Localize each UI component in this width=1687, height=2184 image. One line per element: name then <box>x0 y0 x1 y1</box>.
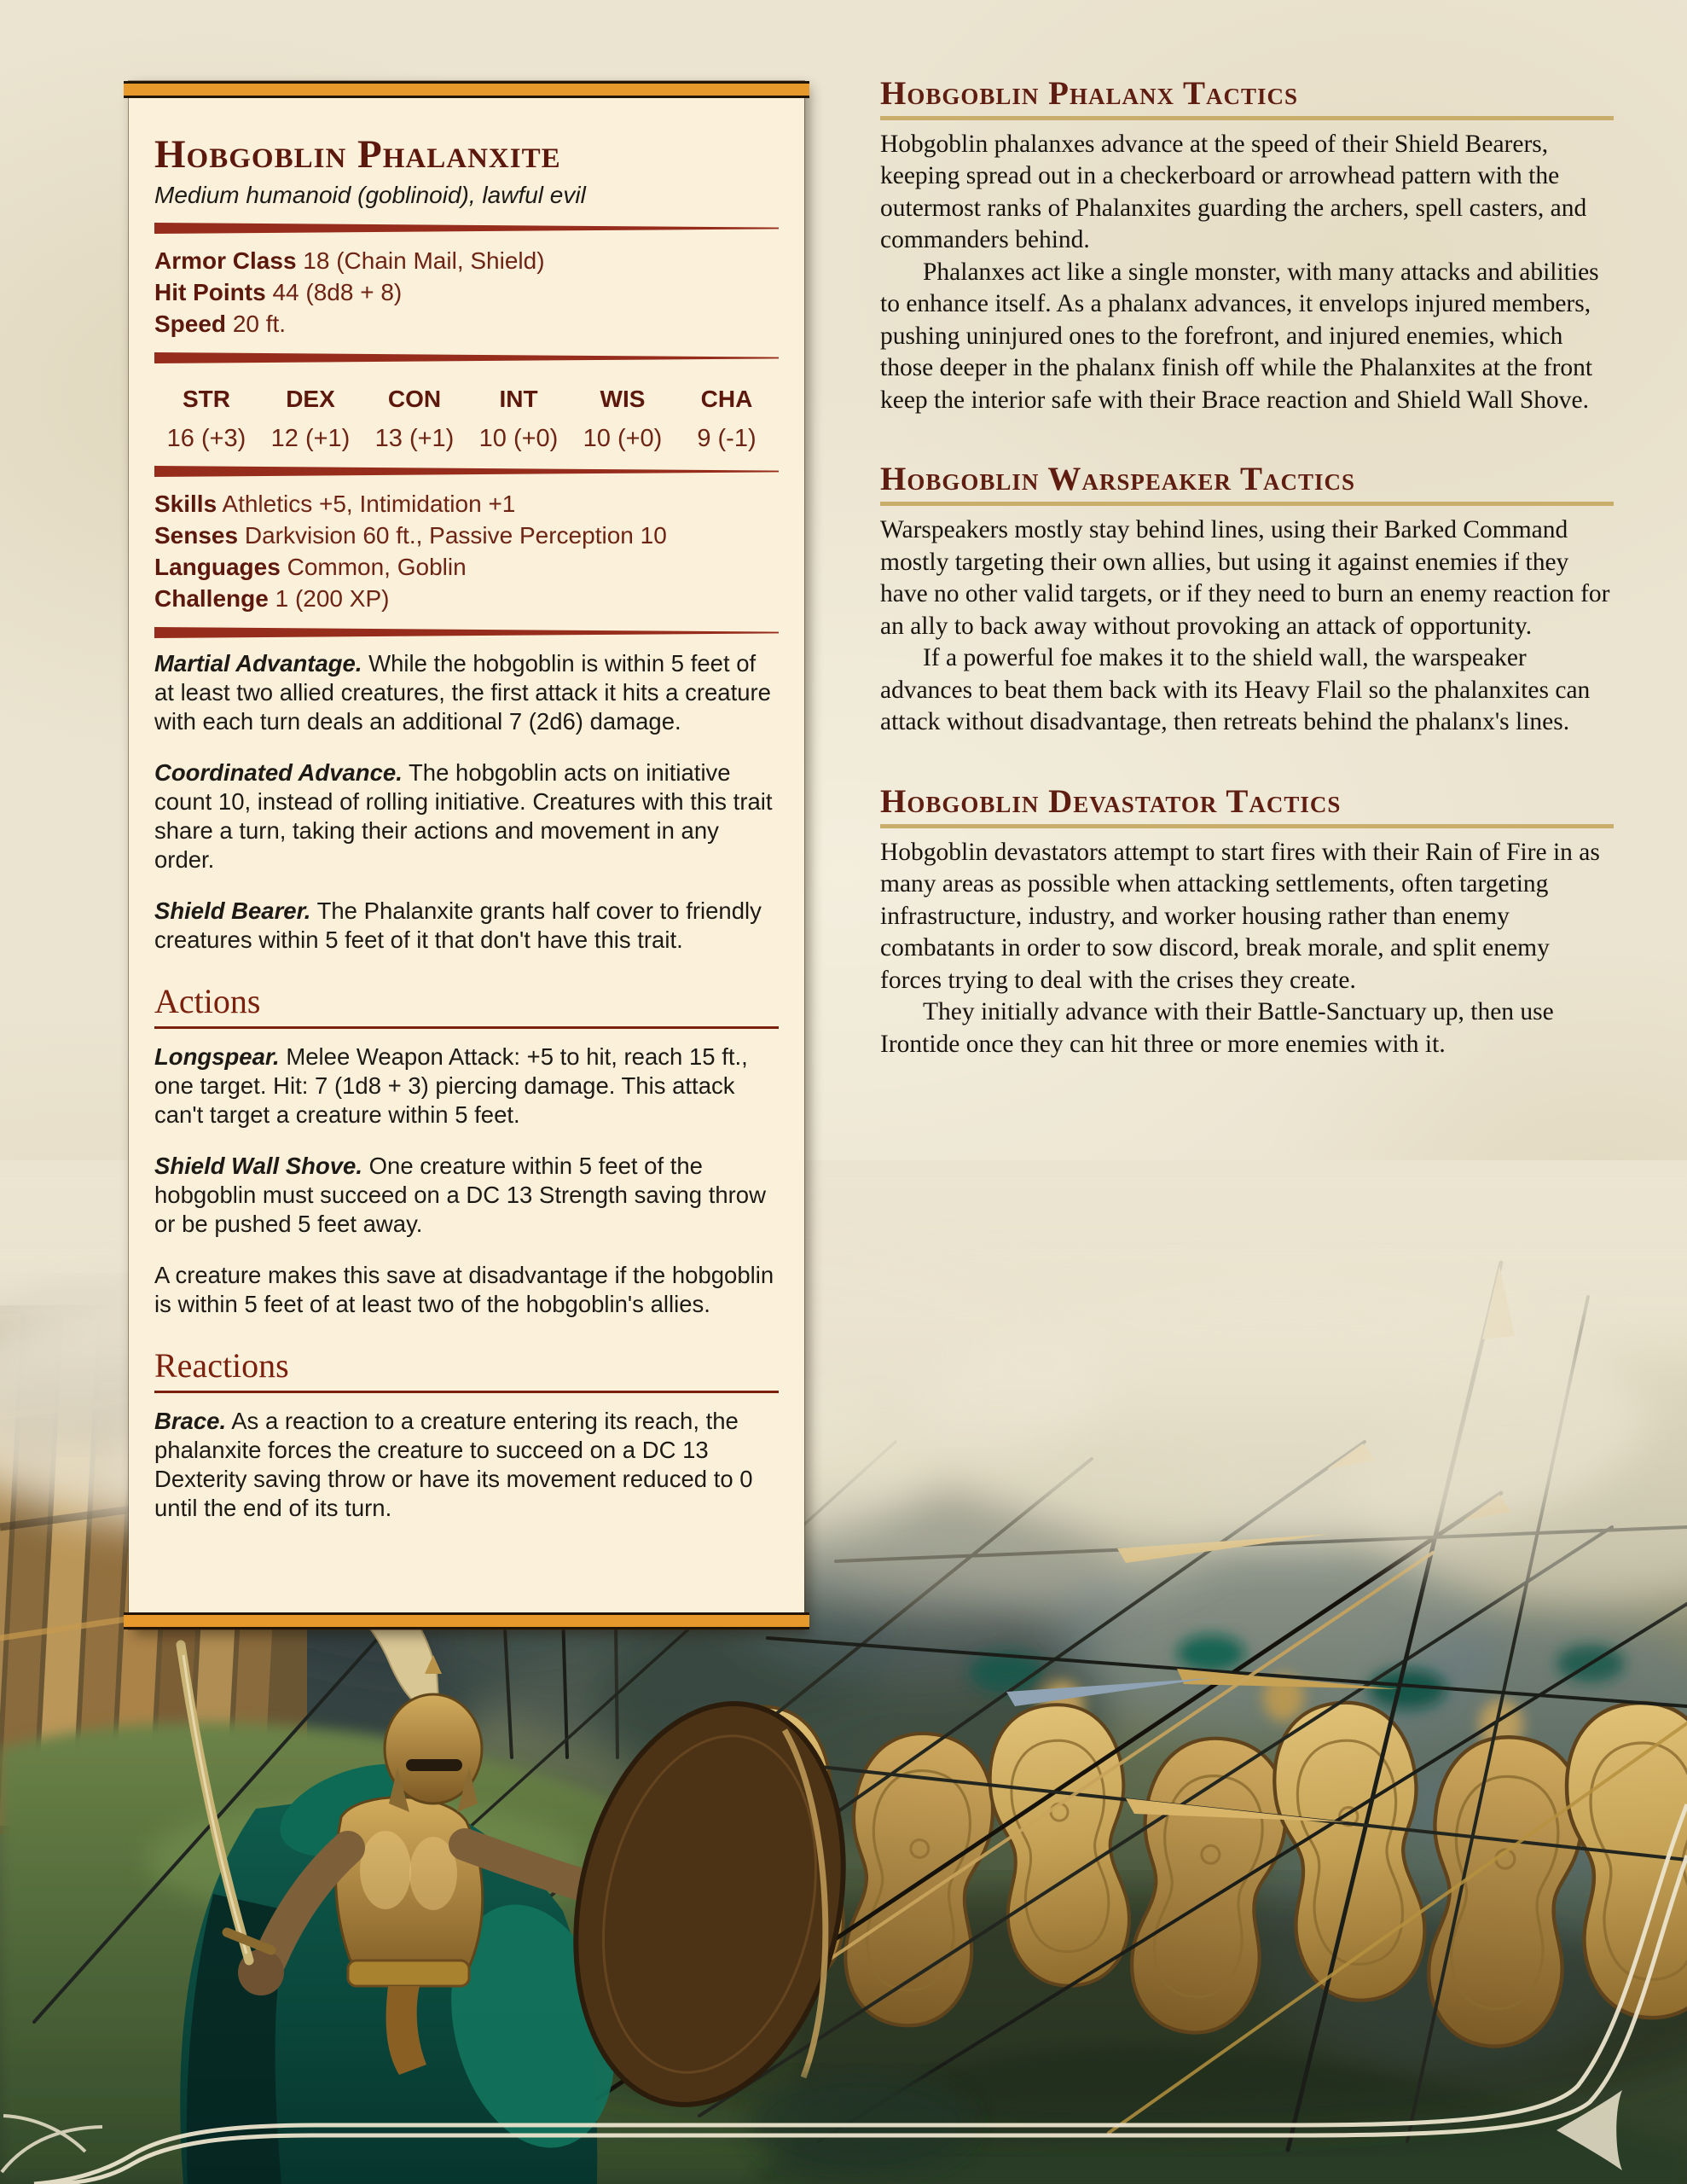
hit-points-value: 44 (8d8 + 8) <box>272 278 403 305</box>
stat-block-bottom-bar <box>124 1612 809 1629</box>
section-paragraph: Hobgoblin devastators attempt to start fires with their Rain of Fire in as many areas as possible when attacking settlements, often targeting infrastructure, industry, and worker housing rather than enemy combatants in order to sow discord, break morale, and split enemy forces trying to deal with the crises they create. <box>880 838 1600 994</box>
section-warspeaker-tactics <box>880 461 1614 738</box>
armor-class-label: Armor Class <box>154 247 297 274</box>
challenge-line: Challenge 1 (200 XP) <box>154 584 390 612</box>
ability-con: CON 13 (+1) <box>374 385 455 452</box>
hit-points-line <box>154 276 779 308</box>
section-heading: Hobgoblin Devastator Tactics <box>880 783 1614 828</box>
section-paragraph: Warspeakers mostly stay behind lines, using their Barked Command mostly targeting their own allies, but using it against enemies if they have no other valid targets, or if they need to burn an enemy reaction for an ally to back away without provoking an attack of opportunity. <box>880 516 1610 640</box>
reactions-heading: Reactions <box>154 1348 779 1393</box>
tapered-rule <box>154 223 779 234</box>
section-devastator-tactics <box>880 783 1614 1060</box>
section-paragraph: Phalanxes act like a single monster, with many attacks and abilities to enhance itself. As a phalanx advances, it envelops injured members, pushing uninjured ones to the forefront, and injured enemies, which those deeper in the phalanx finish off while the Phalanxites at the front keep the interior safe with their Brace reaction and Shield Wall Shove. <box>880 258 1599 414</box>
armor-class-line <box>154 245 779 276</box>
hit-points-label: Hit Points <box>154 278 266 305</box>
armor-class-value: 18 (Chain Mail, Shield) <box>303 247 545 274</box>
senses-line: Senses Darkvision 60 ft., Passive Perception 10 <box>154 521 667 549</box>
ability-scores-table <box>154 386 779 453</box>
trait-martial-advantage: Martial Advantage. While the hobgoblin is within 5 feet of at least two allied creatures, the first attack it hits a creature with each turn deals an additional 7 (2d6) damage. <box>154 649 771 735</box>
stat-block-panel <box>129 81 804 1629</box>
skills-line: Skills Athletics +5, Intimidation +1 <box>154 490 516 517</box>
reaction-brace: Brace. As a reaction to a creature entering its reach, the phalanxite forces the creature to succeed on a DC 13 Dexterity saving throw or have its movement reduced to 0 until the end of its turn. <box>154 1407 753 1521</box>
ability-str: STR 16 (+3) <box>166 385 246 452</box>
section-heading: Hobgoblin Phalanx Tactics <box>880 75 1614 120</box>
ability-int: INT 10 (+0) <box>478 385 559 452</box>
speed-line <box>154 308 779 340</box>
speed-value: 20 ft. <box>232 310 287 337</box>
languages-line: Languages Common, Goblin <box>154 553 467 580</box>
action-longspear: Longspear. Melee Weapon Attack: +5 to hit, reach 15 ft., one target. Hit: 7 (1d8 + 3) piercing damage. This attack can't target a creature within 5 feet. <box>154 1043 748 1128</box>
section-heading: Hobgoblin Warspeaker Tactics <box>880 461 1614 506</box>
creature-name: Hobgoblin Phalanxite <box>154 132 561 177</box>
ability-cha: CHA 9 (-1) <box>697 385 757 452</box>
tapered-rule <box>154 352 779 363</box>
actions-heading: Actions <box>154 984 779 1029</box>
creature-subtitle: Medium humanoid (goblinoid), lawful evil <box>154 182 586 209</box>
stat-block-body <box>129 98 804 1612</box>
section-paragraph: If a powerful foe makes it to the shield wall, the warspeaker advances to beat them back with its Heavy Flail so the phalanxites can attack without disadvantage, then retreats behind the phalanx's lines. <box>880 644 1591 736</box>
ability-wis: WIS 10 (+0) <box>583 385 663 452</box>
action-shove-note: A creature makes this save at disadvantage if the hobgoblin is within 5 feet of at least two of the hobgoblin's allies. <box>154 1261 774 1317</box>
action-shield-wall-shove: Shield Wall Shove. One creature within 5 feet of the hobgoblin must succeed on a DC 13 Strength saving throw or be pushed 5 feet away. <box>154 1152 766 1237</box>
section-paragraph: They initially advance with their Battle-Sanctuary up, then use Irontide once they can hit three or more enemies with it. <box>880 998 1554 1058</box>
trait-coordinated-advance: Coordinated Advance. The hobgoblin acts on initiative count 10, instead of rolling initiative. Creatures with this trait share a turn, taking their actions and movement in any order. <box>154 758 773 873</box>
section-phalanx-tactics <box>880 75 1614 416</box>
ability-dex: DEX 12 (+1) <box>270 385 351 452</box>
tactics-column <box>880 75 1614 1105</box>
tapered-rule <box>154 627 779 638</box>
trait-shield-bearer: Shield Bearer. The Phalanxite grants half cover to friendly creatures within 5 feet of it that don't have this trait. <box>154 897 762 953</box>
stat-block-top-bar <box>124 81 809 98</box>
speed-label: Speed <box>154 310 227 337</box>
section-paragraph: Hobgoblin phalanxes advance at the speed of their Shield Bearers, keeping spread out in a checkerboard or arrowhead pattern with the outermost ranks of Phalanxites guarding the archers, spell casters, and commanders behind. <box>880 130 1587 254</box>
tapered-rule <box>154 466 779 477</box>
